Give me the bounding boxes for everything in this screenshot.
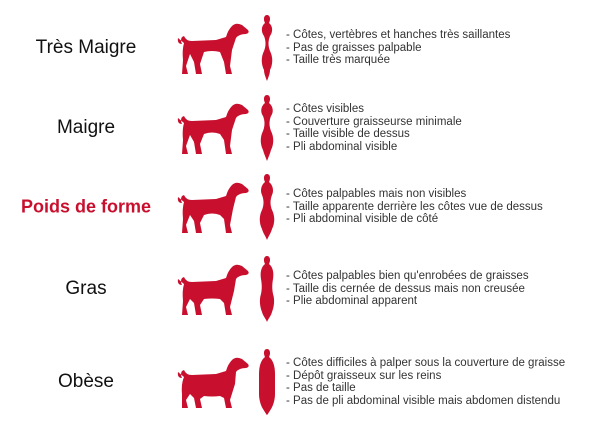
condition-label-ideal: Poids de forme xyxy=(20,196,152,217)
condition-row-poids-de-forme xyxy=(0,167,600,247)
criteria-item: - Côtes difficiles à palper sous la couverture de graisse xyxy=(286,357,565,370)
dog-top-view-icon xyxy=(257,94,277,162)
criteria-item: - Pli abdominal visible de côté xyxy=(286,213,543,226)
dog-side-view-icon xyxy=(172,18,252,78)
criteria-item: - Plie abdominal apparent xyxy=(286,295,529,308)
criteria-list xyxy=(286,103,462,153)
criteria-item: - Pli abdominal visible xyxy=(286,141,462,154)
criteria-list xyxy=(286,270,529,308)
criteria-item: - Pas de graisses palpable xyxy=(286,42,510,55)
criteria-item: - Taille visible de dessus xyxy=(286,128,462,141)
criteria-item: - Côtes palpables bien qu'enrobées de graisses xyxy=(286,270,529,283)
criteria-item: - Côtes, vertèbres et hanches très saillantes xyxy=(286,29,510,42)
criteria-item: - Taille dis cernée de dessus mais non creusée xyxy=(286,283,529,296)
criteria-item: - Côtes visibles xyxy=(286,103,462,116)
criteria-item: - Pas de taille xyxy=(286,382,565,395)
dog-side-view-icon xyxy=(172,352,252,412)
dog-top-view-icon xyxy=(257,255,277,323)
condition-row-tres-maigre xyxy=(0,8,600,88)
dog-side-view-icon xyxy=(172,177,252,237)
condition-row-gras xyxy=(0,249,600,329)
condition-label: Très Maigre xyxy=(35,37,137,58)
criteria-item: - Pas de pli abdominal visible mais abdomen distendu xyxy=(286,395,565,408)
criteria-item: - Taille très marquée xyxy=(286,54,510,67)
criteria-item: - Dépôt graisseux sur les reins xyxy=(286,369,565,382)
dog-top-view-icon xyxy=(257,348,277,416)
condition-label: Obèse xyxy=(58,371,114,392)
condition-label: Maigre xyxy=(56,117,116,138)
dog-top-view-icon xyxy=(257,173,277,241)
criteria-item: - Côtes palpables mais non visibles xyxy=(286,188,543,201)
dog-top-view-icon xyxy=(257,14,277,82)
criteria-item: - Taille apparente derrière les côtes vue de dessus xyxy=(286,201,543,214)
criteria-item: - Couverture graisseurse minimale xyxy=(286,115,462,128)
condition-label: Gras xyxy=(65,278,107,299)
dog-side-view-icon xyxy=(172,98,252,158)
condition-row-obese xyxy=(0,342,600,422)
criteria-list xyxy=(286,29,510,67)
condition-row-maigre xyxy=(0,88,600,168)
criteria-list xyxy=(286,357,565,407)
criteria-list xyxy=(286,188,543,226)
dog-side-view-icon xyxy=(172,259,252,319)
